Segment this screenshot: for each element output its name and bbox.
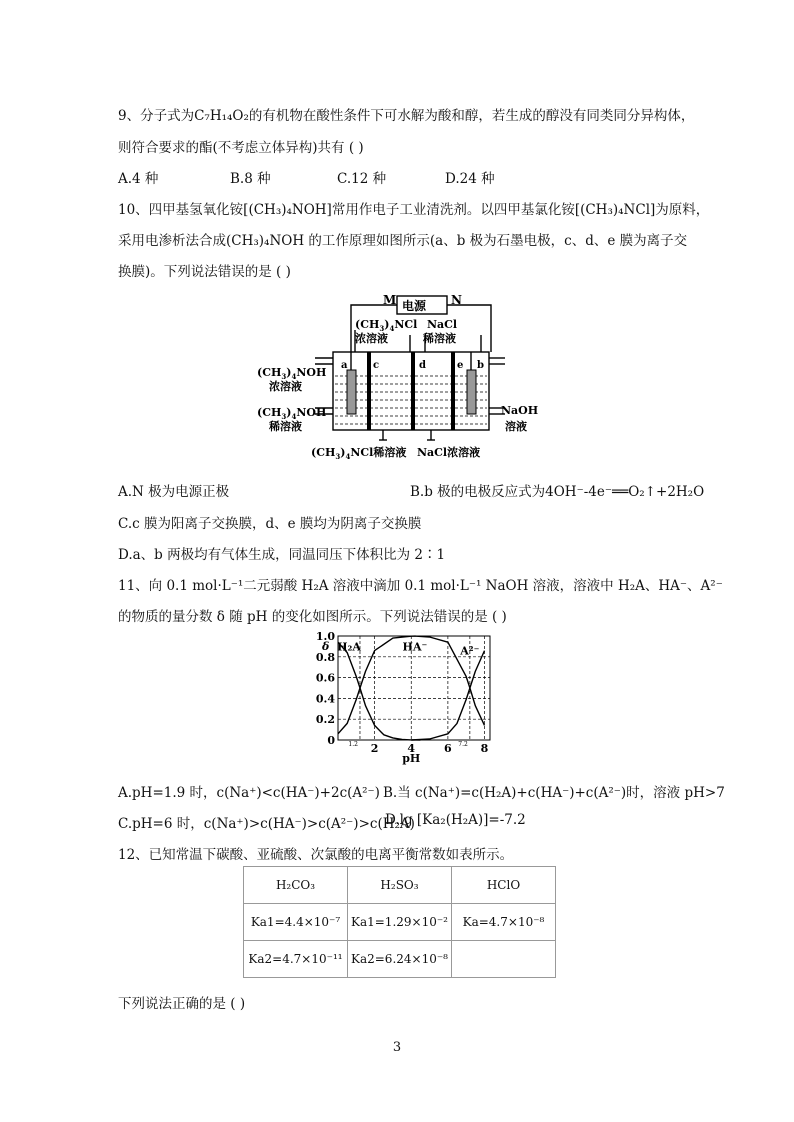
- electrodialysis-diagram: [255, 290, 545, 465]
- label-a: a: [341, 360, 348, 371]
- left-top-formula: $(CH_3)_4NOH$: [257, 366, 327, 381]
- q11-stem-line1: 11、向 0.1 mol·L⁻¹二元弱酸 H₂A 溶液中滴加 0.1 mol·L⁻¹ NaOH 溶液，溶液中 H₂A、HA⁻、A²⁻: [118, 578, 723, 594]
- q10-stem-line3: 换膜)。下列说法错误的是 ( ): [118, 264, 291, 280]
- x-axis-label: pH: [402, 752, 421, 765]
- q9-stem-line2: 则符合要求的酯(不考虑立体异构)共有 ( ): [118, 140, 364, 156]
- x-tick-label: 2: [370, 742, 379, 755]
- terminal-n-label: N: [451, 293, 462, 307]
- q9-option-d: D.24 种: [445, 171, 495, 187]
- q11-option-c: C.pH=6 时，c(Na⁺)>c(HA⁻)>c(A²⁻)>c(H₂A): [118, 816, 415, 832]
- table-cell: Ka2=6.24×10⁻⁸: [348, 941, 452, 978]
- page-number: 3: [392, 1040, 402, 1055]
- series-label: H₂A: [337, 640, 361, 654]
- x-tick-label: 8: [480, 742, 489, 755]
- y-tick-label: 0.6: [315, 671, 335, 685]
- q10-option-d: D.a、b 两极均有气体生成，同温同压下体积比为 2∶1: [118, 547, 446, 563]
- q9-option-c: C.12 种: [337, 171, 387, 187]
- electrode-a: [347, 370, 356, 414]
- series-label: A²⁻: [460, 644, 480, 658]
- q10-stem-line1: 10、四甲基氢氧化铵[(CH₃)₄NOH]常用作电子工业清洗剂。以四甲基氯化铵[(CH₃)₄NCl]为原料，: [118, 202, 710, 218]
- left-bottom-desc: 稀溶液: [269, 420, 302, 433]
- label-d: d: [419, 360, 426, 371]
- q10-option-c: C.c 膜为阳离子交换膜，d、e 膜均为阴离子交换膜: [118, 516, 422, 532]
- table-cell: Ka=4.7×10⁻⁸: [452, 904, 556, 941]
- q10-option-a: A.N 极为电源正极: [118, 484, 230, 500]
- top-right-solution-desc: 稀溶液: [423, 332, 456, 345]
- q10-stem-line2: 采用电渗析法合成(CH₃)₄NOH 的工作原理如图所示(a、b 极为石墨电极，c、d、e 膜为离子交: [118, 233, 688, 249]
- right-formula: NaOH: [501, 404, 539, 417]
- table-header: HClO: [452, 867, 556, 904]
- table-header: H₂CO₃: [244, 867, 348, 904]
- x-special-tick-label: 1.2: [348, 741, 358, 748]
- x-special-tick-label: 7.2: [458, 741, 468, 748]
- left-bottom-formula: $(CH_3)_4NOH$: [257, 406, 327, 421]
- x-tick-label: 6: [444, 742, 452, 755]
- q11-option-d: D.lg [Ka₂(H₂A)]=-7.2: [385, 812, 526, 828]
- terminal-m-label: M: [383, 293, 397, 307]
- table-header: H₂SO₃: [348, 867, 452, 904]
- bottom-left-solution: $(CH_3)_4NCl$稀溶液: [311, 446, 407, 461]
- table-cell: Ka1=1.29×10⁻²: [348, 904, 452, 941]
- y-axis-label: δ: [322, 640, 330, 653]
- x-tick-label: 4: [407, 742, 416, 755]
- power-source-label: 电源: [402, 299, 427, 313]
- y-tick-label: 0.2: [315, 713, 335, 727]
- electrode-b: [467, 370, 476, 414]
- label-c: c: [373, 360, 380, 371]
- ionization-constant-table: [243, 866, 556, 978]
- distribution-fraction-chart: [315, 628, 498, 765]
- q11-option-a: A.pH=1.9 时，c(Na⁺)<c(HA⁻)+2c(A²⁻): [118, 785, 380, 801]
- y-tick-label: 0.8: [315, 650, 335, 664]
- q12-stem: 12、已知常温下碳酸、亚硫酸、次氯酸的电离平衡常数如表所示。: [118, 847, 514, 863]
- membrane-c: [367, 352, 371, 430]
- label-b: b: [477, 360, 484, 371]
- right-desc: 溶液: [505, 420, 527, 433]
- left-top-desc: 浓溶液: [269, 380, 302, 393]
- table-cell: Ka1=4.4×10⁻⁷: [244, 904, 348, 941]
- q9-stem-line1: 9、分子式为C₇H₁₄O₂的有机物在酸性条件下可水解为酸和醇，若生成的醇没有同类同分异构体，: [118, 108, 695, 124]
- q11-stem-line2: 的物质的量分数 δ 随 pH 的变化如图所示。下列说法错误的是 ( ): [118, 609, 507, 625]
- membrane-e: [451, 352, 455, 430]
- top-left-solution-formula: $(CH_3)_4NCl$: [355, 318, 418, 333]
- table-cell: Ka2=4.7×10⁻¹¹: [244, 941, 348, 978]
- bottom-right-solution: NaCl浓溶液: [417, 446, 481, 459]
- q9-option-a: A.4 种: [118, 171, 159, 187]
- y-tick-label: 0: [327, 734, 335, 747]
- series-label: HA⁻: [402, 640, 428, 654]
- table-cell: [452, 941, 556, 978]
- label-e: e: [457, 360, 464, 371]
- q9-option-b: B.8 种: [230, 171, 271, 187]
- y-tick-label: 0.4: [315, 692, 335, 706]
- membrane-d: [411, 352, 415, 430]
- y-tick-label: 1.0: [315, 630, 335, 643]
- top-right-solution-formula: NaCl: [427, 318, 458, 331]
- top-left-solution-desc: 浓溶液: [355, 332, 388, 345]
- q12-after: 下列说法正确的是 ( ): [118, 996, 246, 1012]
- q10-option-b: B.b 极的电极反应式为4OH⁻-4e⁻══O₂↑+2H₂O: [410, 484, 705, 500]
- q11-option-b: B.当 c(Na⁺)=c(H₂A)+c(HA⁻)+c(A²⁻)时，溶液 pH>7: [383, 785, 725, 801]
